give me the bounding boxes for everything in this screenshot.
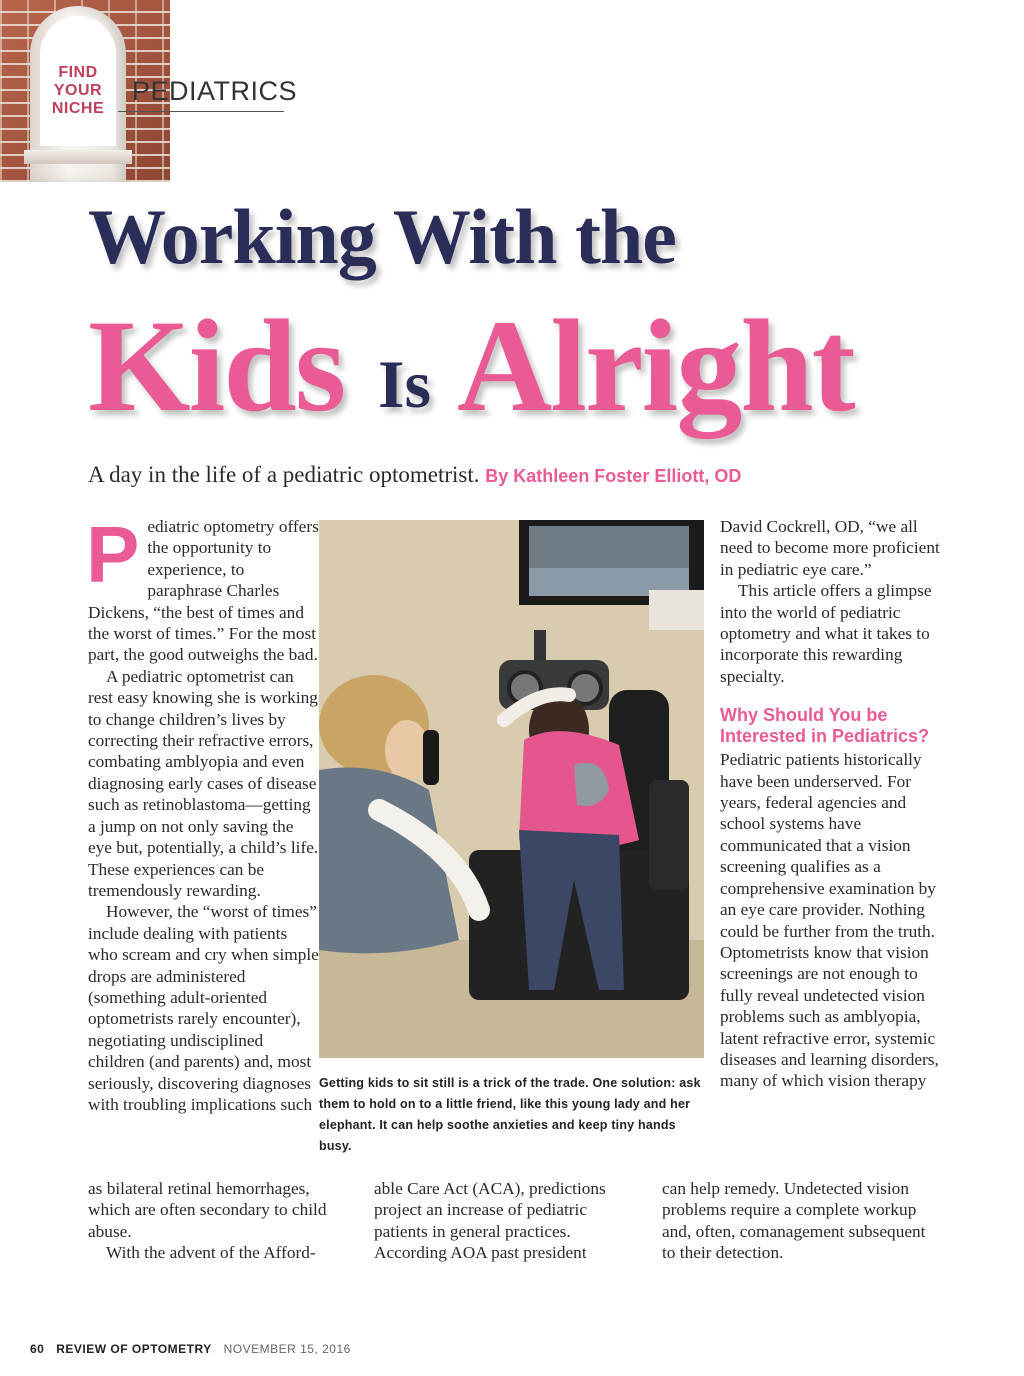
article-paragraph: David Cockrell, OD, “we all need to become more proficient in pediatric eye care.” bbox=[720, 517, 940, 579]
article-paragraph: as bilateral retinal hemorrhages, which are often secondary to child abuse. bbox=[88, 1179, 327, 1241]
niche-label-niche: NICHE bbox=[51, 100, 105, 117]
page-number: 60 bbox=[30, 1342, 45, 1356]
niche-label-find: FIND bbox=[58, 64, 98, 81]
title-alright: Alright bbox=[457, 292, 854, 439]
window-pane bbox=[40, 16, 116, 146]
exam-room-illustration bbox=[319, 520, 704, 1058]
article-paragraph: This article offers a glimpse into the world of pediatric optometry and what it takes to incorporate this rewarding specialty. bbox=[720, 581, 932, 686]
title-line-1: Working With the bbox=[88, 193, 676, 280]
article-column-1-continued bbox=[88, 1178, 350, 1264]
deck bbox=[88, 462, 741, 488]
deck-text: A day in the life of a pediatric optometrist. bbox=[88, 462, 480, 487]
drop-cap: P bbox=[86, 510, 140, 599]
photo-caption: Getting kids to sit still is a trick of the trade. One solution: ask them to hold on to a little friend, like this young lady and her elephant. It can help soothe anxieties and keep tiny hands busy. bbox=[319, 1076, 701, 1153]
subhead: Why Should You be Interested in Pediatrics? bbox=[720, 705, 930, 747]
article-paragraph: ediatric optometry offers the opportunity to experience, to paraphrase Charles Dickens, “the best of times and the worst of times.” For the most part, the good outweighs the bad. bbox=[88, 517, 319, 665]
article-photo bbox=[319, 520, 704, 1058]
byline: By Kathleen Foster Elliott, OD bbox=[485, 466, 742, 486]
article-column-3 bbox=[720, 516, 946, 1092]
article-column-3-continued bbox=[662, 1178, 932, 1264]
article-paragraph: With the advent of the Afford- bbox=[106, 1243, 316, 1263]
publication-name: REVIEW OF OPTOMETRY bbox=[56, 1342, 212, 1356]
article-paragraph: Pediatric patients historically have been underserved. For years, federal agencies and school systems have communicated that a vision screening qualifies as a comprehensive examination by an eye care provider. Nothing could be further from the truth. Optometrists know that vision screenings are not enough to fully reveal undetected vision problems such as amblyopia, latent refractive error, systemic diseases and learning disorders, many of which vision therapy bbox=[720, 750, 939, 1091]
window-sill bbox=[24, 150, 132, 164]
article-paragraph: However, the “worst of times” include dealing with patients who scream and cry when simple drops are administered (something adult-oriented optometrists rarely encounter), negotiating undisciplined children (and parents) and, most seriously, discovering diagnoses with troubling implications such bbox=[88, 902, 319, 1114]
article-paragraph: A pediatric optometrist can rest easy knowing she is working to change children’s lives by correcting their refractive errors, combating amblyopia and even diagnosing early cases of disease such as retinoblastoma—getting a jump on not only saving the eye but, potentially, a child’s life. These experiences can be tremendously rewarding. bbox=[88, 666, 319, 900]
section-label: PEDIATRICS bbox=[132, 76, 298, 106]
article-paragraph: can help remedy. Undetected vision problems require a complete workup and, often, comanagement subsequent to their detection. bbox=[662, 1179, 926, 1263]
title-is: Is bbox=[378, 346, 431, 422]
niche-label-your: YOUR bbox=[53, 82, 103, 99]
issue-date: NOVEMBER 15, 2016 bbox=[223, 1342, 351, 1356]
page-footer bbox=[30, 1342, 351, 1356]
title-kids: Kids bbox=[88, 292, 345, 439]
article-column-2 bbox=[374, 1178, 636, 1264]
article-paragraph: able Care Act (ACA), predictions project an increase of pediatric patients in general practices. According AOA past president bbox=[374, 1179, 606, 1263]
section-rule bbox=[118, 111, 284, 112]
article-column-1 bbox=[86, 510, 320, 1115]
